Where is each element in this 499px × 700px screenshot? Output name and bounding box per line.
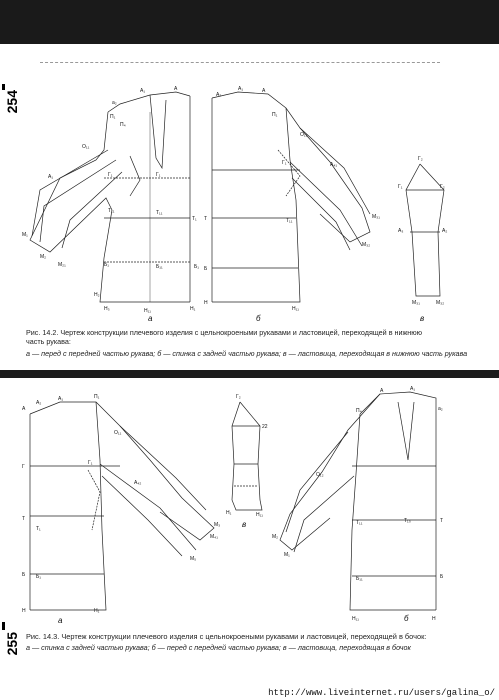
svg-text:a₂: a₂ (438, 406, 443, 412)
svg-text:22: 22 (262, 424, 268, 430)
svg-text:Г₁: Г₁ (282, 160, 287, 166)
svg-text:M₂: M₂ (272, 534, 279, 540)
figure-top-panel-b-label: б (256, 314, 261, 323)
svg-text:Б₁₁: Б₁₁ (156, 264, 163, 270)
svg-text:A: A (174, 86, 178, 92)
svg-text:Н₁₁: Н₁₁ (352, 616, 359, 622)
svg-text:Б₁₁: Б₁₁ (356, 576, 363, 582)
svg-text:Т₁: Т₁ (192, 216, 197, 222)
svg-text:Т₁₁: Т₁₁ (156, 210, 163, 216)
svg-text:Г₂: Г₂ (440, 184, 445, 190)
svg-text:M₃: M₃ (214, 522, 221, 528)
svg-text:A₁: A₁ (238, 86, 244, 92)
svg-text:Г₁: Г₁ (156, 172, 161, 178)
svg-text:A₃: A₃ (398, 228, 404, 234)
svg-text:Н: Н (22, 608, 26, 614)
svg-text:Т: Т (440, 518, 444, 524)
svg-text:Г₁: Г₁ (398, 184, 403, 190)
svg-text:Н₁₁: Н₁₁ (144, 308, 151, 314)
svg-text:A₁: A₁ (410, 386, 416, 392)
svg-text:A₂: A₂ (36, 400, 42, 406)
svg-text:Н₂: Н₂ (94, 292, 100, 298)
svg-text:Б: Б (440, 574, 444, 580)
figure-top-drawing (0, 0, 499, 330)
figure-bottom-panel-c-label: в (242, 520, 247, 529)
svg-text:A: A (380, 388, 384, 394)
svg-text:Г: Г (22, 464, 25, 470)
figure-bottom-drawing (0, 380, 499, 630)
svg-text:П₁: П₁ (110, 114, 116, 120)
svg-text:A₁: A₁ (140, 88, 146, 94)
svg-text:Т₁₁: Т₁₁ (108, 208, 115, 214)
svg-text:A₂: A₂ (216, 92, 222, 98)
svg-text:Г₂: Г₂ (418, 156, 423, 162)
svg-text:a₂: a₂ (112, 100, 117, 106)
svg-text:A₂: A₂ (442, 228, 448, 234)
page-number-top: 254 (4, 90, 20, 114)
svg-text:Т: Т (204, 216, 208, 222)
svg-text:П₁: П₁ (272, 112, 278, 118)
page-spread-separator (0, 370, 499, 378)
svg-text:Б₁: Б₁ (36, 574, 41, 580)
svg-text:A₁: A₁ (48, 174, 54, 180)
page-edge-mark-bottom (2, 622, 5, 630)
figure-top-panel-c-label: в (420, 314, 425, 323)
page-number-bottom: 255 (4, 632, 20, 656)
svg-text:A₄₂: A₄₂ (134, 480, 142, 486)
svg-text:M₃₂: M₃₂ (362, 242, 371, 248)
svg-text:O₁₂: O₁₂ (316, 472, 324, 478)
svg-text:A: A (262, 88, 266, 94)
svg-text:M₃₁: M₃₁ (412, 300, 420, 306)
svg-text:Б: Б (22, 572, 26, 578)
svg-text:Н₁₁: Н₁₁ (292, 306, 299, 312)
svg-text:M₃₂: M₃₂ (436, 300, 445, 306)
svg-text:M₄₁: M₄₁ (210, 534, 218, 540)
svg-text:Н₁: Н₁ (94, 608, 100, 614)
svg-text:Н₃: Н₃ (104, 306, 110, 312)
svg-text:Г₁: Г₁ (88, 460, 93, 466)
svg-text:M₃₁: M₃₁ (372, 214, 380, 220)
svg-text:O₁₁: O₁₁ (114, 430, 122, 436)
source-watermark: http://www.liveinternet.ru/users/galina_o/ (268, 688, 495, 698)
figure-top-panel-a-label: а (148, 314, 153, 323)
svg-text:A₄₁: A₄₁ (330, 162, 338, 168)
svg-text:Н₁: Н₁ (226, 510, 232, 516)
svg-text:M₅: M₅ (190, 556, 197, 562)
svg-text:A: A (22, 406, 26, 412)
svg-text:M₁: M₁ (284, 552, 290, 558)
figure-bottom-caption-sub: а — спинка с задней частью рукава; б — перед с передней частью рукава; в — ластовица, переходящая в бочок (26, 643, 411, 652)
svg-text:П₄: П₄ (120, 122, 126, 128)
svg-text:M₂: M₂ (40, 254, 47, 260)
svg-text:Н: Н (432, 616, 436, 622)
svg-text:П₄: П₄ (356, 408, 362, 414)
svg-text:П₁: П₁ (94, 394, 100, 400)
figure-top-caption-title-cont: часть рукава: (26, 337, 71, 346)
svg-text:Г₁: Г₁ (108, 172, 113, 178)
svg-text:Н₁₁: Н₁₁ (256, 512, 263, 518)
svg-text:Н: Н (204, 300, 208, 306)
svg-text:Б₁: Б₁ (194, 264, 199, 270)
figure-top-caption-sub: а — перед с передней частью рукава; б — спинка с задней частью рукава; в — ластовица, переходящая в нижнюю часть рукава (26, 349, 468, 358)
figure-top-caption-title: Рис. 14.2. Чертеж конструкции плечевого изделия с цельнокроеными рукавами и ластовицей, переходящей в нижнюю (26, 328, 423, 337)
svg-text:O₁₂: O₁₂ (300, 132, 308, 138)
figure-bottom-caption-title: Рис. 14.3. Чертеж конструкции плечевого изделия с цельнокроеными рукавами и ластовицей, переходящей в бочок: (26, 632, 427, 641)
svg-text:M₁: M₁ (22, 232, 28, 238)
svg-text:Т₁₀: Т₁₀ (404, 518, 411, 524)
figure-bottom-panel-b-label: б (404, 614, 409, 623)
svg-text:Т: Т (22, 516, 26, 522)
svg-text:A₁: A₁ (58, 396, 64, 402)
svg-text:Г₂: Г₂ (236, 394, 241, 400)
svg-text:Н₁: Н₁ (190, 306, 196, 312)
svg-text:Т₁: Т₁ (36, 526, 41, 532)
svg-text:Б₁: Б₁ (104, 262, 109, 268)
svg-text:M₂₁: M₂₁ (58, 262, 66, 268)
svg-text:Б: Б (204, 266, 208, 272)
figure-bottom-panel-a-label: а (58, 616, 63, 625)
svg-text:O₁₁: O₁₁ (82, 144, 90, 150)
svg-text:Т₁₁: Т₁₁ (356, 520, 363, 526)
svg-text:Т₁₁: Т₁₁ (286, 218, 293, 224)
